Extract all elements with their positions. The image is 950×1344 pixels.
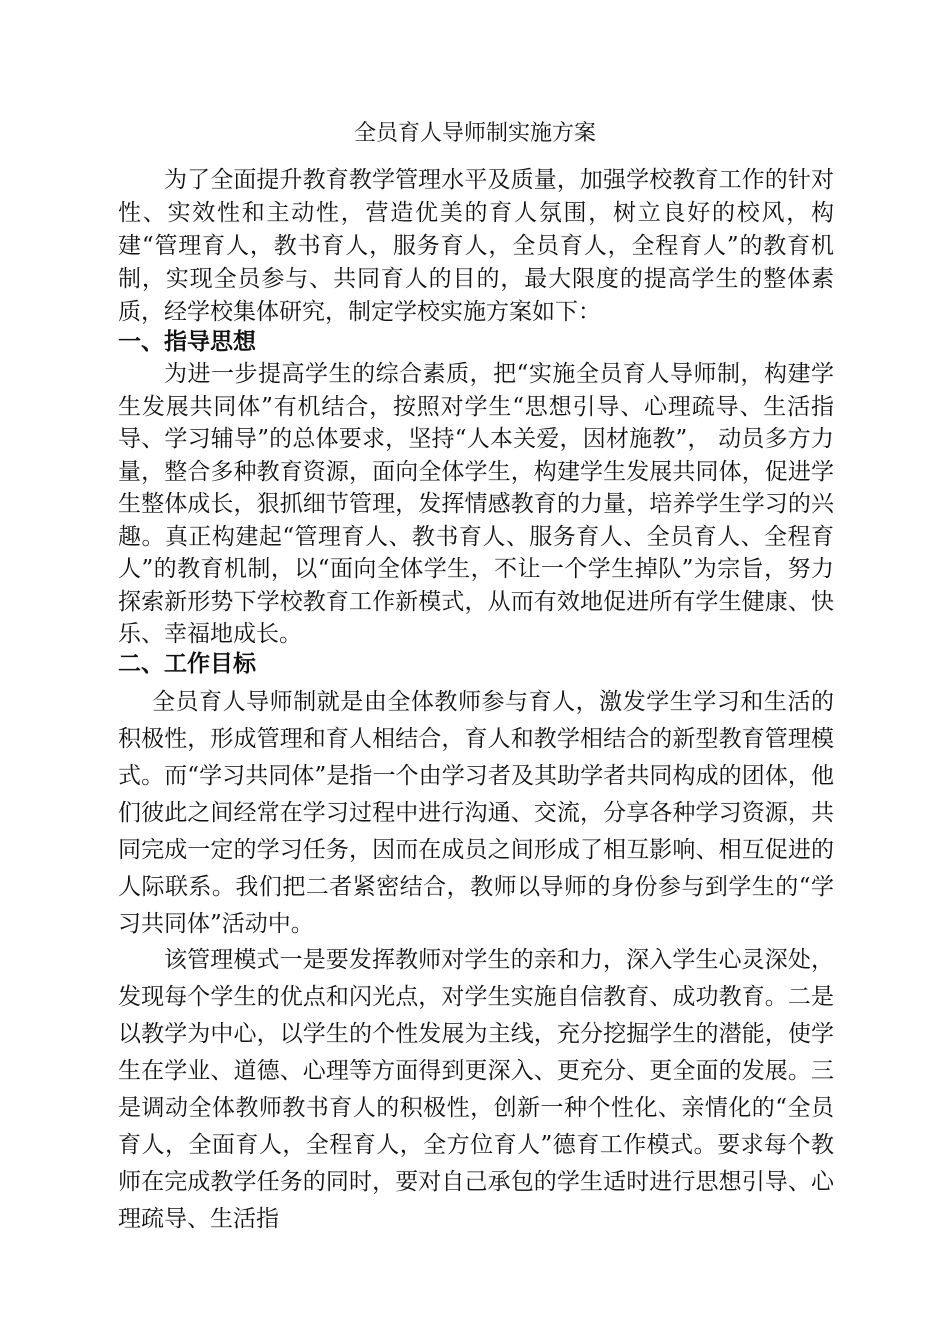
work-goals-paragraph-2: 该管理模式一是要发挥教师对学生的亲和力，深入学生心灵深处，发现每个学生的优点和闪光点，对学生实施自信教育、成功教育。二是以教学为中心，以学生的个性发展为主线，充分挖掘学生的潜能，使学生在学业、道德、心理等方面得到更深入、更充分、更全面的发展。三是调动全体教师教书育人的积极性，创新一种个性化、亲情化的“全员育人，全面育人，全程育人，全方位育人”德育工作模式。要求每个教师在完成教学任务的同时，要对自己承包的学生适时进行思想引导、心理疏导、生活指 [118,947,834,1232]
section-heading-work-goals: 二、工作目标 [118,650,256,677]
guiding-ideology-paragraph: 为进一步提高学生的综合素质，把“实施全员育人导师制，构建学生发展共同体”有机结合，按照对学生“思想引导、心理疏导、生活指导、学习辅导”的总体要求，坚持“人本关爱，因材施教”， 动员多方力量，整合多种教育资源，面向全体学生，构建学生发展共同体，促进学生整体成长，狠抓细节管理，发挥情感教育的力量，培养学生学习的兴趣。真正构建起“管理育人、教书育人、服务育人、全员育人、全程育人”的教育机制，以“面向全体学生，不让一个学生掉队”为宗旨，努力探索新形势下学校教育工作新模式，从而有效地促进所有学生健康、快乐、幸福地成长。 [118,361,834,647]
intro-paragraph: 为了全面提升教育教学管理水平及质量，加强学校教育工作的针对性、实效性和主动性，营造优美的育人氛围，树立良好的校风，构建“管理育人，教书育人，服务育人，全员育人，全程育人”的教育机制，实现全员参与、共同育人的目的，最大限度的提高学生的整体素质，经学校集体研究，制定学校实施方案如下： [118,167,834,325]
section-heading-guiding-ideology: 一、指导思想 [118,328,256,355]
document-title: 全员育人导师制实施方案 [353,121,596,146]
work-goals-paragraph-1: 全员育人导师制就是由全体教师参与育人，激发学生学习和生活的积极性，形成管理和育人相结合，育人和教学相结合的新型教育管理模式。而“学习共同体”是指一个由学习者及其助学者共同构成的团体，他们彼此之间经常在学习过程中进行沟通、交流，分享各种学习资源，共同完成一定的学习任务，因而在成员之间形成了相互影响、相互促进的人际联系。我们把二者紧密结合，教师以导师的身份参与到学生的“学习共同体”活动中。 [118,689,834,937]
